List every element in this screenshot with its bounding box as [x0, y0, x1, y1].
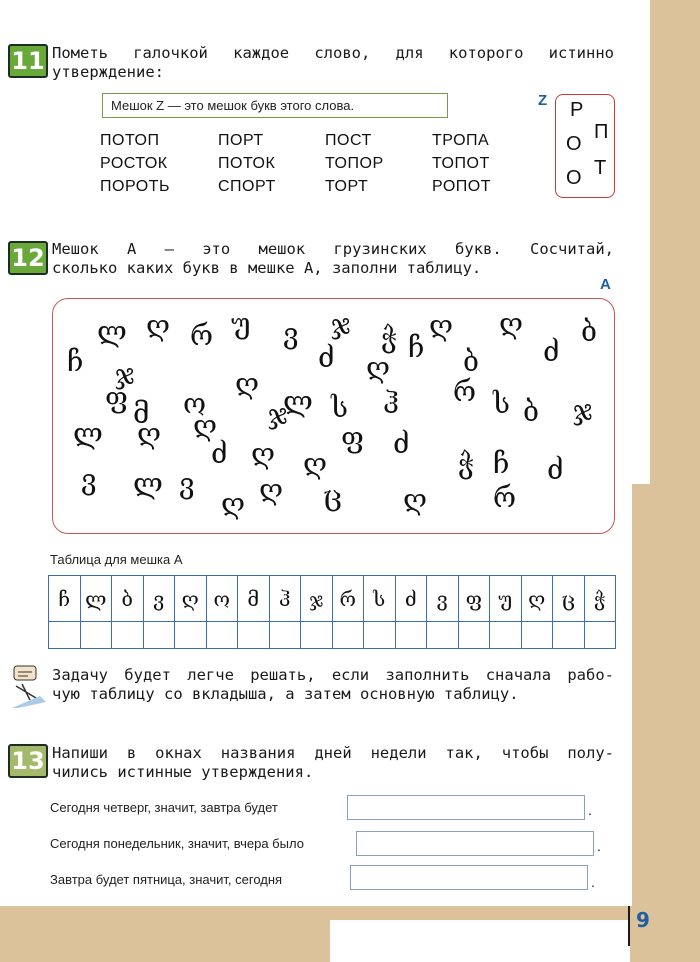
hint-line-2: чую таблицу со вкладыша, а затем основную таблицу. [52, 685, 519, 703]
word-item[interactable]: СПОРТ [218, 178, 276, 195]
bag-a-letter: ძ [547, 453, 564, 486]
task-12-line-1: Мешок А — это мешок грузинских букв. Сосчитай, [52, 240, 614, 258]
bag-a-letter: ჭ [458, 447, 475, 480]
bag-a-letter: ჰ [383, 387, 400, 420]
bag-a-letter: ვ [179, 467, 195, 500]
word-item[interactable]: ПОТОП [100, 132, 160, 149]
bag-a-letter: ღ [251, 437, 276, 470]
page-number: 9 [636, 908, 650, 932]
bag-a-letter: ვ [81, 463, 97, 496]
bag-a-label: А [600, 276, 611, 293]
table-letter-cell: ს [364, 576, 396, 622]
bag-a-letter: რ [493, 481, 517, 514]
table-count-cell[interactable] [80, 622, 112, 649]
bag-a-letter: ღ [429, 309, 454, 342]
letter-table-caption: Таблица для мешка А [50, 552, 183, 567]
task-12-line-2: сколько каких букв в мешке А, заполни таблицу. [52, 259, 482, 277]
task-13-badge: 13 [8, 744, 48, 778]
word-item[interactable]: ПОРОТЬ [100, 178, 170, 195]
bag-a-letter: ძ [211, 437, 228, 470]
table-count-cell[interactable] [269, 622, 301, 649]
bag-a-letter: ღ [137, 417, 162, 450]
table-count-cell[interactable] [395, 622, 427, 649]
bag-a-letter: ძ [543, 335, 560, 368]
table-letter-cell: ვ [143, 576, 175, 622]
word-item[interactable]: ТОПОТ [432, 155, 490, 172]
bag-a-letter: ღ [366, 351, 391, 384]
table-count-cell[interactable] [332, 622, 364, 649]
bag-a-letter: ლ [133, 467, 163, 500]
table-count-cell[interactable] [49, 622, 81, 649]
bag-a-letter: ღ [303, 447, 328, 480]
bag-a-letter: ლ [97, 315, 127, 348]
bag-a-letter: მ [133, 397, 150, 430]
table-letter-cell: ჩ [49, 576, 81, 622]
table-letter-cell: უ [490, 576, 522, 622]
table-letter-cell: ბ [112, 576, 144, 622]
bag-a-letter: ბ [523, 395, 539, 428]
table-count-cell[interactable] [301, 622, 333, 649]
bag-a-letter: ღ [221, 487, 246, 520]
bag-a-letter: ღ [259, 473, 284, 506]
table-letter-cell: რ [332, 576, 364, 622]
bag-a-letter: ჯ [331, 307, 351, 340]
bag-z-letter: О [566, 167, 582, 189]
bag-a-letter: ჩ [67, 345, 84, 378]
word-item[interactable]: ТОРТ [325, 178, 369, 195]
bag-z-letter: П [594, 121, 609, 143]
bag-a-letter: ლ [283, 385, 313, 418]
task-11-word-grid [100, 132, 510, 196]
table-letter-cell: ღ [175, 576, 207, 622]
task-11-badge: 11 [8, 44, 48, 78]
bag-a-letter: ჩ [408, 331, 425, 364]
period-mark: . [591, 874, 595, 890]
bag-z-letter: Т [594, 157, 607, 179]
bag-a-letter: ჩ [493, 447, 510, 480]
table-count-cell[interactable] [206, 622, 238, 649]
page-edge-bottom-white [330, 920, 630, 962]
task-11-statement-box: Мешок Z — это мешок букв этого слова. [102, 93, 448, 118]
bag-a-letter: ს [331, 391, 348, 424]
task-12-badge: 12 [8, 241, 48, 275]
letter-table-header-row [49, 576, 616, 622]
bag-a-letter: ც [323, 479, 342, 512]
task-11-line-2: утверждение: [52, 63, 164, 81]
bag-a-letter: ჯ [268, 397, 288, 430]
table-letter-cell: ვ [427, 576, 459, 622]
table-letter-cell: ც [553, 576, 585, 622]
table-letter-cell: ჭ [584, 576, 616, 622]
word-item[interactable]: ПОТОК [218, 155, 276, 172]
bag-a-letter: ღ [499, 307, 524, 340]
table-count-cell[interactable] [427, 622, 459, 649]
bag-a-letter: ს [493, 387, 510, 420]
table-letter-cell: ო [206, 576, 238, 622]
table-count-cell[interactable] [490, 622, 522, 649]
word-item[interactable]: РОПОТ [432, 178, 491, 195]
bag-a-letter: უ [231, 307, 251, 340]
bag-a-letter: ბ [581, 315, 597, 348]
letter-count-table [48, 575, 616, 649]
table-letter-cell: ლ [80, 576, 112, 622]
bag-z-letter: Р [570, 99, 584, 121]
table-count-cell[interactable] [553, 622, 585, 649]
table-letter-cell: ძ [395, 576, 427, 622]
bag-a-letter: რ [453, 375, 477, 408]
word-item[interactable]: ТРОПА [432, 132, 490, 149]
bag-a-letter: ჯ [115, 357, 135, 390]
table-letter-cell: ფ [458, 576, 490, 622]
day-answer-field[interactable] [350, 865, 588, 890]
bag-a-letter: ღ [403, 483, 428, 516]
bag-a-letter: ჯ [573, 393, 593, 426]
letter-table-count-row [49, 622, 616, 649]
day-statement-label: Сегодня четверг, значит, завтра будет [50, 800, 278, 815]
bag-a-letter: ო [183, 387, 207, 420]
word-item[interactable]: РОСТОК [100, 155, 168, 172]
day-answer-field[interactable] [356, 831, 594, 856]
bag-a-letter: ღ [193, 409, 218, 442]
table-letter-cell: ჯ [301, 576, 333, 622]
task-13-line-1: Напиши в окнах названия дней недели так, чтобы полу- [52, 744, 614, 762]
bag-a-letter: ღ [146, 309, 171, 342]
task-13-line-2: чились истинные утверждения. [52, 763, 314, 781]
bag-a-letter: ბ [463, 345, 479, 378]
table-letter-cell: ღ [521, 576, 553, 622]
table-count-cell[interactable] [112, 622, 144, 649]
bag-a-letter: ვ [283, 317, 299, 350]
hint-icon [10, 664, 48, 708]
bag-a-letter: ღ [235, 367, 260, 400]
bag-a-letter: ფ [341, 421, 364, 454]
bag-a-letter: ძ [393, 427, 410, 460]
bag-a-letter: ძ [318, 341, 335, 374]
page-edge-notch [632, 484, 700, 906]
table-count-cell[interactable] [238, 622, 270, 649]
bag-a [52, 298, 615, 534]
table-count-cell[interactable] [175, 622, 207, 649]
bag-z-letter: О [566, 133, 582, 155]
table-count-cell[interactable] [521, 622, 553, 649]
table-count-cell[interactable] [458, 622, 490, 649]
bag-a-letter: რ [190, 319, 214, 352]
day-answer-field[interactable] [347, 795, 585, 820]
word-item[interactable]: ТОПОР [325, 155, 384, 172]
table-letter-cell: მ [238, 576, 270, 622]
task-11-line-1: Пометь галочкой каждое слово, для которого истинно [52, 44, 614, 62]
table-count-cell[interactable] [584, 622, 616, 649]
day-statement-label: Завтра будет пятница, значит, сегодня [50, 872, 283, 887]
word-item[interactable]: ПОСТ [325, 132, 372, 149]
bag-z [555, 94, 615, 198]
period-mark: . [597, 838, 601, 854]
table-letter-cell: ჰ [269, 576, 301, 622]
bag-z-label: Z [538, 92, 548, 109]
period-mark: . [588, 802, 592, 818]
table-count-cell[interactable] [143, 622, 175, 649]
table-count-cell[interactable] [364, 622, 396, 649]
bag-a-letter: ფ [105, 381, 128, 414]
day-statement-label: Сегодня понедельник, значит, вчера было [50, 836, 304, 851]
bag-a-letter: ლ [73, 417, 103, 450]
word-item[interactable]: ПОРТ [218, 132, 264, 149]
bag-a-letter: ჭ [381, 321, 398, 354]
hint-line-1: Задачу будет легче решать, если заполнить сначала рабо- [52, 666, 614, 684]
